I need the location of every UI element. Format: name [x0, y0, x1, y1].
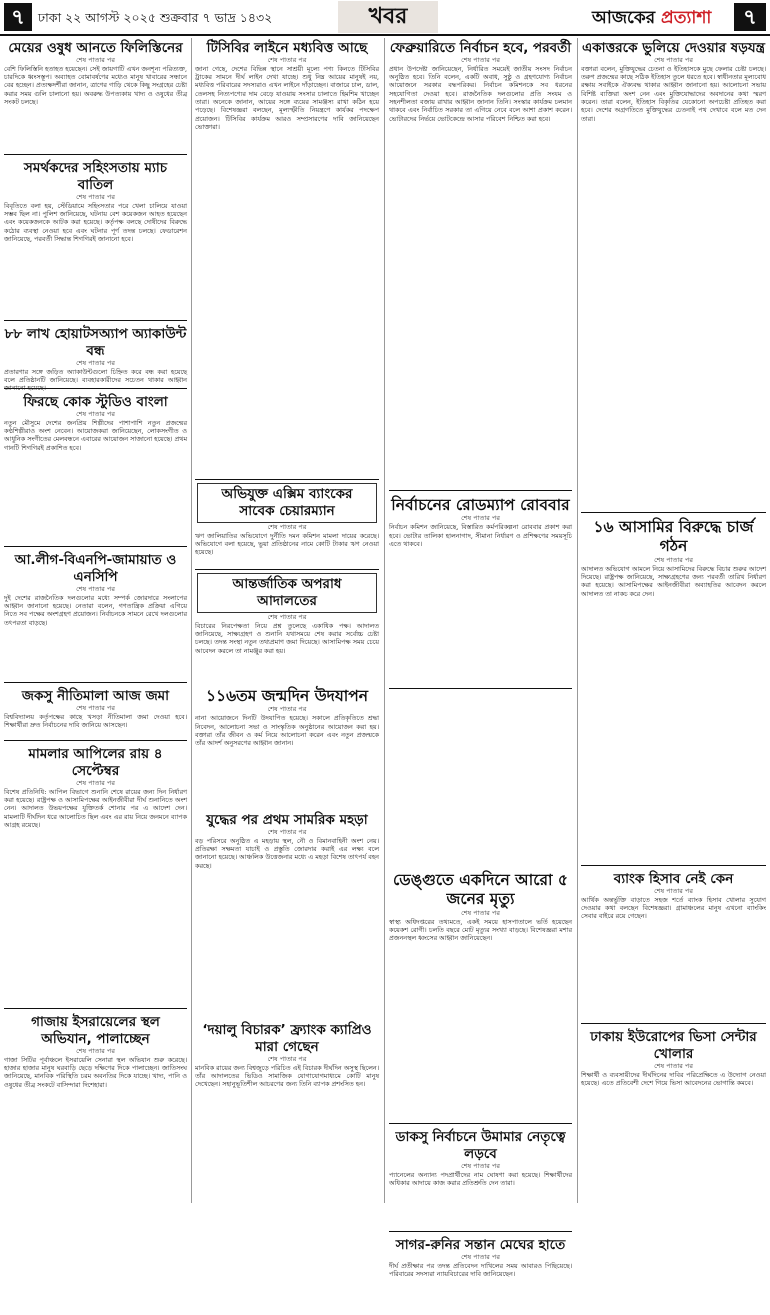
logo-accent: প্রত্যাশা [661, 8, 712, 28]
story [195, 483, 379, 565]
column-rule [191, 38, 192, 1203]
story [4, 38, 187, 150]
continued-marker: শেষ পাতার পর [461, 908, 500, 917]
column-rule [577, 38, 578, 1203]
page-number-left: ৭ [4, 3, 32, 31]
story [389, 38, 572, 486]
column-1 [4, 38, 187, 1203]
story-body: নানা আয়োজনে দিনটি উদযাপিত হয়েছে। সকালে প্রতিকৃতিতে শ্রদ্ধা নিবেদন, আলোচনা সভা ও সাংস্কৃতিক অনুষ্ঠানের আয়োজন করা হয়। বক্তারা তাঁর জীবন ও কর্ম নিয়ে আলোচনা করেন এবং নতুন প্রজন্মকে তাঁর আদর্শ অনুসরণের আহ্বান জানান। [195, 714, 379, 748]
story [4, 158, 187, 316]
story-divider [4, 740, 187, 741]
story-divider [4, 154, 187, 155]
story-body: প্রধান উপদেষ্টা জানিয়েছেন, নির্ধারিত সময়েই জাতীয় সংসদ নির্বাচন অনুষ্ঠিত হবে। তিনি বলেন, একটি অবাধ, সুষ্ঠু ও গ্রহণযোগ্য নির্বাচন আয়োজনে সরকার বদ্ধপরিকর। নির্বাচন কমিশনকে সব ধরনের সহযোগিতা দেওয়া হবে। রাজনৈতিক দলগুলোর প্রতি সংযম ও সহনশীলতা বজায় রাখার আহ্বান জানান তিনি। সংস্কার কার্যক্রম চলমান থাকবে এবং নির্বাচিত সরকার তা এগিয়ে নেবে বলে আশা প্রকাশ করেন। ভোটারদের নির্ভয়ে ভোটকেন্দ্রে আসার পরিবেশ নিশ্চিত করা হবে। [389, 64, 572, 123]
story-body: আর্থিক অন্তর্ভুক্তি বাড়াতে সহজ শর্তে ব্যাংক হিসাব খোলার সুযোগ দেওয়ার কথা বলছেন বিশেষজ্ঞরা। গ্রামাঞ্চলের মানুষ এখনো ব্যাংকিং সেবার বাইরে রয়ে গেছেন। [581, 895, 766, 921]
story-headline[interactable]: আন্তর্জাতিক অপরাধ আদালতের [197, 573, 377, 613]
column-4 [581, 38, 766, 1203]
column-2 [195, 38, 379, 680]
story-headline[interactable]: যুদ্ধের পর প্রথম সামরিক মহড়া [206, 812, 368, 828]
story-divider [389, 490, 572, 491]
column-rule [384, 38, 385, 1203]
story-headline[interactable]: মেয়ের ওষুধ আনতে ফিলিস্তিনের [8, 40, 183, 56]
story-headline[interactable]: ফিরছে কোক স্টুডিও বাংলা [23, 394, 168, 410]
continued-marker: শেষ পাতার পর [267, 1054, 307, 1063]
story-divider [581, 512, 766, 513]
story [389, 869, 572, 1119]
continued-marker: শেষ পাতার পর [76, 409, 115, 418]
story-divider [389, 1231, 572, 1232]
story [389, 1127, 572, 1227]
story [581, 869, 766, 1019]
story-body: শিক্ষার্থী ও ব্যবসায়ীদের দীর্ঘদিনের দাবির পরিপ্রেক্ষিতে এ উদ্যোগ নেওয়া হয়েছে। এতে প্রতিবেশী দেশে গিয়ে ভিসা আবেদনের ভোগান্তি কমবে। [581, 1070, 766, 1087]
story-body: গাজা সিটির পূর্বাঞ্চলে ইসরায়েলি সেনারা স্থল অভিযান শুরু করেছে। হাজার হাজার মানুষ ঘরবাড়ি ছেড়ে দক্ষিণের দিকে পালাচ্ছেন। জাতিসংঘ জানিয়েছে, মানবিক পরিস্থিতি চরম অবনতির দিকে যাচ্ছে। খাদ্য, পানি ও ওষুধের তীব্র সংকটে বাসিন্দারা দিশেহারা। [4, 1055, 187, 1089]
continued-marker: শেষ পাতার পর [76, 1046, 115, 1055]
page-number-right: ৭ [734, 3, 766, 31]
story-headline[interactable]: অভিযুক্ত এক্সিম ব্যাংকের সাবেক চেয়ারম্যান [197, 483, 377, 523]
story [4, 744, 187, 1004]
date-line: ঢাকা ২২ আগস্ট ২০২৫ শুক্রবার ৭ ভাদ্র ১৪৩২ [38, 10, 273, 25]
story [4, 324, 187, 393]
story-headline[interactable]: গাজায় ইসরায়েলের স্থল অভিযান, পালাচ্ছেন [31, 1014, 160, 1047]
continued-marker: শেষ পাতার পর [654, 1061, 693, 1070]
story-headline[interactable]: নির্বাচনের রোডম্যাপ রোববার [391, 496, 570, 514]
continued-marker: শেষ পাতার পর [76, 192, 115, 201]
story-divider [195, 569, 379, 570]
story [195, 573, 379, 683]
story-divider [4, 1008, 187, 1009]
story-body: আদালত অভিযোগ আমলে নিয়ে আসামিদের বিরুদ্ধে বিচার শুরুর আদেশ দিয়েছে। রাষ্ট্রপক্ষ জানিয়েছে, সাক্ষ্যগ্রহণের জন্য পরবর্তী তারিখ নির্ধারণ করা হয়েছে। আসামিপক্ষের আইনজীবীরা অব্যাহতির আবেদন করলে আদালত তা নাকচ করে দেন। [581, 564, 766, 598]
story-body: নতুন মৌসুমে দেশের জনপ্রিয় শিল্পীদের পাশাপাশি নতুন প্রজন্মের কণ্ঠশিল্পীরাও অংশ নেবেন। আয়োজকরা জানিয়েছেন, লোকসংগীত ও আধুনিক সংগীতের মেলবন্ধনে এবারের আয়োজন সাজানো হয়েছে। প্রথম গানটি শিগগিরই প্রকাশিত হবে। [4, 418, 187, 452]
story-body: দীর্ঘ প্রতীক্ষার পর তদন্ত প্রতিবেদন দাখিলের সময় আবারও পিছিয়েছে। পরিবারের সদস্যরা ন্যায়বিচারের দাবি জানিয়েছেন। [389, 1261, 572, 1278]
story-body: নির্বাচন কমিশন জানিয়েছে, বিস্তারিত কর্মপরিকল্পনা রোববার প্রকাশ করা হবে। ভোটার তালিকা হালনাগাদ, সীমানা নির্ধারণ ও প্রশিক্ষণের সময়সূচি এতে থাকবে। [389, 523, 572, 548]
story-headline[interactable]: সাগর-রুনির সন্তান মেঘের হাতে [395, 1237, 566, 1253]
story-headline[interactable]: সমর্থকদের সহিংসতায় ম্যাচ বাতিল [23, 160, 168, 193]
story-headline[interactable]: ১৬ আসামির বিরুদ্ধে চার্জ গঠন [593, 518, 754, 556]
story-body: বিশেষ প্রতিনিধি: আপিল বিভাগে শুনানি শেষে রায়ের জন্য দিন নির্ধারণ করা হয়েছে। রাষ্ট্রপক্ষ ও আসামিপক্ষের আইনজীবীরা দীর্ঘ শুনানিতে অংশ নেন। আদালত উভয়পক্ষের যুক্তিতর্ক শোনার পর এ আদেশ দেন। মামলাটি দীর্ঘদিন ধরে আলোচিত ছিল এবং এর রায় নিয়ে জনমনে ব্যাপক আগ্রহ রয়েছে। [4, 787, 187, 829]
story-divider [195, 479, 379, 480]
story [389, 1235, 572, 1315]
masthead-rule [0, 34, 770, 36]
continued-marker: শেষ পাতার পর [76, 358, 115, 367]
story-headline[interactable]: ৮৮ লাখ হোয়াটসঅ্যাপ অ্যাকাউন্ট বন্ধ [4, 326, 187, 359]
logo-prefix: আজকের [592, 8, 662, 28]
story-headline[interactable]: ডাকসু নির্বাচনে উমামার নেতৃত্বে লড়বে [395, 1129, 566, 1162]
newspaper-logo [592, 5, 711, 33]
continued-marker: শেষ পাতার পর [461, 514, 500, 523]
story [195, 1020, 379, 1200]
story [195, 685, 379, 805]
story-body: জানা গেছে, দেশের বিভিন্ন স্থানে সাশ্রয়ী মূল্যে পণ্য কিনতে টিসিবির ট্রাকের সামনে দীর্ঘ লাইন দেখা যাচ্ছে। শুধু নিম্ন আয়ের মানুষই নয়, মধ্যবিত্ত পরিবারের সদস্যরাও এখন লাইনে দাঁড়াচ্ছেন। বাজারে চাল, ডাল, তেলসহ নিত্যপণ্যের দাম বেড়ে যাওয়ায় সংসার চালাতে হিমশিম খাচ্ছেন তারা। অনেকে জানান, আয়ের সঙ্গে ব্যয়ের সামঞ্জস্য রাখা কঠিন হয়ে পড়েছে। বিশেষজ্ঞরা বলছেন, মূল্যস্ফীতি নিয়ন্ত্রণে কার্যকর পদক্ষেপ প্রয়োজন। টিসিবির কার্যক্রম আরও সম্প্রসারণের দাবি জানিয়েছেন ভোক্তারা। [195, 64, 379, 131]
story [4, 686, 187, 736]
story-divider [581, 865, 766, 866]
story-divider [4, 320, 187, 321]
story-headline[interactable]: টিসিবির লাইনে মধ্যবিত্ত আছে [206, 40, 368, 56]
continued-marker: শেষ পাতার পর [76, 584, 115, 593]
story-body: বেশি ফিলিস্তিনি হতাহত হয়েছেন। সেই জায়গাটি এখন জনশূন্য পরিত্যক্ত, চারদিকে ধ্বংসস্তূপ। অব্যাহত বোমাবর্ষণের মধ্যেও মানুষ খাবারের সন্ধানে বের হচ্ছেন। প্রত্যক্ষদর্শীরা জানান, ত্রাণের গাড়ি থেকে কিছু সংগ্রহের চেষ্টা করার সময় গুলি চালানো হয়। অবরুদ্ধ উপত্যকায় খাদ্য ও ওষুধের তীব্র সংকট চলছে। [4, 64, 187, 106]
continued-marker: শেষ পাতার পর [267, 612, 307, 621]
continued-marker: শেষ পাতার পর [461, 1252, 500, 1261]
story [4, 550, 187, 678]
story-headline[interactable]: ১১৬তম জন্মদিন উদযাপন [205, 687, 369, 705]
continued-marker: শেষ পাতার পর [267, 705, 307, 714]
continued-marker: শেষ পাতার পর [76, 703, 115, 712]
story [581, 1027, 766, 1207]
story [195, 38, 379, 475]
story-body: ঋণ জালিয়াতির অভিযোগে দুর্নীতি দমন কমিশন মামলা দায়ের করেছে। অভিযোগে বলা হয়েছে, ভুয়া প্রতিষ্ঠানের নামে কোটি টাকার ঋণ নেওয়া হয়েছে। [195, 531, 379, 557]
continued-marker: শেষ পাতার পর [76, 778, 115, 787]
story-divider [581, 1023, 766, 1024]
column-3 [389, 38, 572, 1278]
story-headline[interactable]: ব্যাংক হিসাব নেই কেন [613, 871, 734, 887]
story [581, 38, 766, 508]
story-body: বিবৃতিতে বলা হয়, স্টেডিয়ামে সহিংসতার পরে খেলা চালিয়ে যাওয়া সম্ভব ছিল না। পুলিশ জানিয়েছে, ঘটনায় বেশ কয়েকজন আহত হয়েছেন এবং কয়েকজনকে আটক করা হয়েছে। কর্তৃপক্ষ বলছে দোষীদের বিরুদ্ধে কঠোর ব্যবস্থা নেওয়া হবে এবং ঘটনার পূর্ণ তদন্ত চলছে। ফেডারেশন জানিয়েছে, পরবর্তী সিদ্ধান্ত শিগগিরই জানানো হবে। [4, 201, 187, 243]
story [195, 810, 379, 1015]
story [389, 494, 572, 684]
story-divider [4, 682, 187, 683]
story-headline[interactable]: ‘দয়ালু বিচারক’ ফ্র্যাংক ক্যাপ্রিও মারা গেছেন [202, 1022, 372, 1055]
story-body: স্বাস্থ্য অধিদপ্তরের তথ্যমতে, একই সময়ে হাসপাতালে ভর্তি হয়েছেন কয়েকশ রোগী। চলতি বছরে মোট মৃত্যুর সংখ্যা বাড়ছে। বিশেষজ্ঞরা মশার প্রজননস্থল ধ্বংসের আহ্বান জানিয়েছেন। [389, 917, 572, 943]
section-title: খবর [338, 1, 438, 33]
story [4, 392, 187, 542]
continued-marker: শেষ পাতার পর [76, 55, 115, 64]
story-divider [389, 688, 572, 689]
story-body: প্যানেলের অন্যান্য পদপ্রার্থীদের নাম ঘোষণা করা হয়েছে। শিক্ষার্থীদের অধিকার আদায়ে কাজ করার প্রতিশ্রুতি দেন তারা। [389, 1170, 572, 1187]
continued-marker: শেষ পাতার পর [654, 886, 693, 895]
continued-marker: শেষ পাতার পর [267, 55, 307, 64]
story-headline[interactable]: ঢাকায় ইউরোপের ভিসা সেন্টার খোলার [590, 1029, 757, 1062]
story-divider [389, 1123, 572, 1124]
story-divider [4, 546, 187, 547]
continued-marker: শেষ পাতার পর [654, 555, 693, 564]
story-headline[interactable]: মামলার আপিলের রায় ৪ সেপ্টেম্বর [28, 746, 163, 779]
story-headline[interactable]: একাত্তরকে ভুলিয়ে দেওয়ার ষড়যন্ত্র [581, 40, 766, 56]
story-body: বক্তারা বলেন, মুক্তিযুদ্ধের চেতনা ও ইতিহাসকে মুছে ফেলার চেষ্টা চলছে। তরুণ প্রজন্মের কাছে সঠিক ইতিহাস তুলে ধরতে হবে। স্বাধীনতার মূল্যবোধ রক্ষায় সবাইকে ঐক্যবদ্ধ থাকার আহ্বান জানানো হয়। আলোচনা সভায় বিশিষ্ট ব্যক্তিরা অংশ নেন এবং মুক্তিযোদ্ধাদের অবদানের কথা স্মরণ করেন। তারা বলেন, ইতিহাস বিকৃতির যেকোনো অপচেষ্টা প্রতিহত করা হবে। দেশের অগ্রগতিতে মুক্তিযুদ্ধের চেতনাই পথ দেখাবে বলে মত দেন তারা। [581, 64, 766, 123]
story-body: বড় পরিসরে অনুষ্ঠিত এ মহড়ায় স্থল, নৌ ও বিমানবাহিনী অংশ নেয়। প্রতিরক্ষা সক্ষমতা যাচাই ও প্রস্তুতি জোরদার করাই এর লক্ষ্য বলে জানানো হয়েছে। আঞ্চলিক উত্তেজনার মধ্যে এ মহড়া বিশেষ তাৎপর্য বহন করছে। [195, 836, 379, 870]
story-body: মানবিক রায়ের জন্য বিশ্বজুড়ে পরিচিত এই বিচারক দীর্ঘদিন অসুস্থ ছিলেন। তাঁর আদালতের ভিডিও সামাজিক যোগাযোগমাধ্যমে কোটি মানুষ দেখেছেন। সহানুভূতিশীল আচরণের জন্য তিনি ব্যাপক প্রশংসিত হন। [195, 1063, 379, 1089]
story-body: দুই দেশের রাজনৈতিক দলগুলোর মধ্যে সম্পর্ক জোরদারে সংলাপের আহ্বান জানানো হয়েছে। নেতারা বলেন, গণতান্ত্রিক প্রক্রিয়া এগিয়ে নিতে সব পক্ষের অংশগ্রহণ প্রয়োজন। নির্বাচনকে সামনে রেখে দলগুলোর তৎপরতা বাড়ছে। [4, 593, 187, 627]
continued-marker: শেষ পাতার পর [654, 55, 693, 64]
continued-marker: শেষ পাতার পর [267, 522, 307, 531]
story-headline[interactable]: ফেব্রুয়ারিতে নির্বাচন হবে, পরবর্তী [389, 40, 572, 56]
story-body: প্রতারণার সঙ্গে জড়িত অ্যাকাউন্টগুলো চিহ্নিত করে বন্ধ করা হয়েছে বলে প্রতিষ্ঠানটি জানিয়েছে। ব্যবহারকারীদের সচেতন থাকার আহ্বান জানানো হয়েছে। [4, 367, 187, 393]
continued-marker: শেষ পাতার পর [461, 1161, 500, 1170]
story-body: বিচারের নিরপেক্ষতা নিয়ে প্রশ্ন তুলেছে একাধিক পক্ষ। আদালত জানিয়েছে, সাক্ষ্যগ্রহণ ও শুনানি যথাসময়ে শেষ করার সর্বোচ্চ চেষ্টা চলছে। তদন্ত সংস্থা নতুন তথ্যপ্রমাণ জমা দিয়েছে। আসামিপক্ষ সময় চেয়ে আবেদন করলে তা নামঞ্জুর করা হয়। [195, 621, 379, 655]
story-headline[interactable]: জকসু নীতিমালা আজ জমা [21, 688, 170, 704]
story-headline[interactable]: ডেঙ্গুতে একদিনে আরো ৫ জনের মৃত্যু [393, 871, 568, 909]
story-headline[interactable]: আ.লীগ-বিএনপি-জামায়াত ও এনসিপি [14, 552, 177, 585]
story [4, 1012, 187, 1192]
story-body: বিশ্ববিদ্যালয় কর্তৃপক্ষের কাছে খসড়া নীতিমালা জমা দেওয়া হবে। শিক্ষার্থীরা দ্রুত নির্বাচনের দাবি জানিয়ে আসছেন। [4, 712, 187, 729]
story [581, 516, 766, 861]
continued-marker: শেষ পাতার পর [461, 55, 500, 64]
continued-marker: শেষ পাতার পর [267, 827, 307, 836]
masthead [0, 0, 770, 36]
